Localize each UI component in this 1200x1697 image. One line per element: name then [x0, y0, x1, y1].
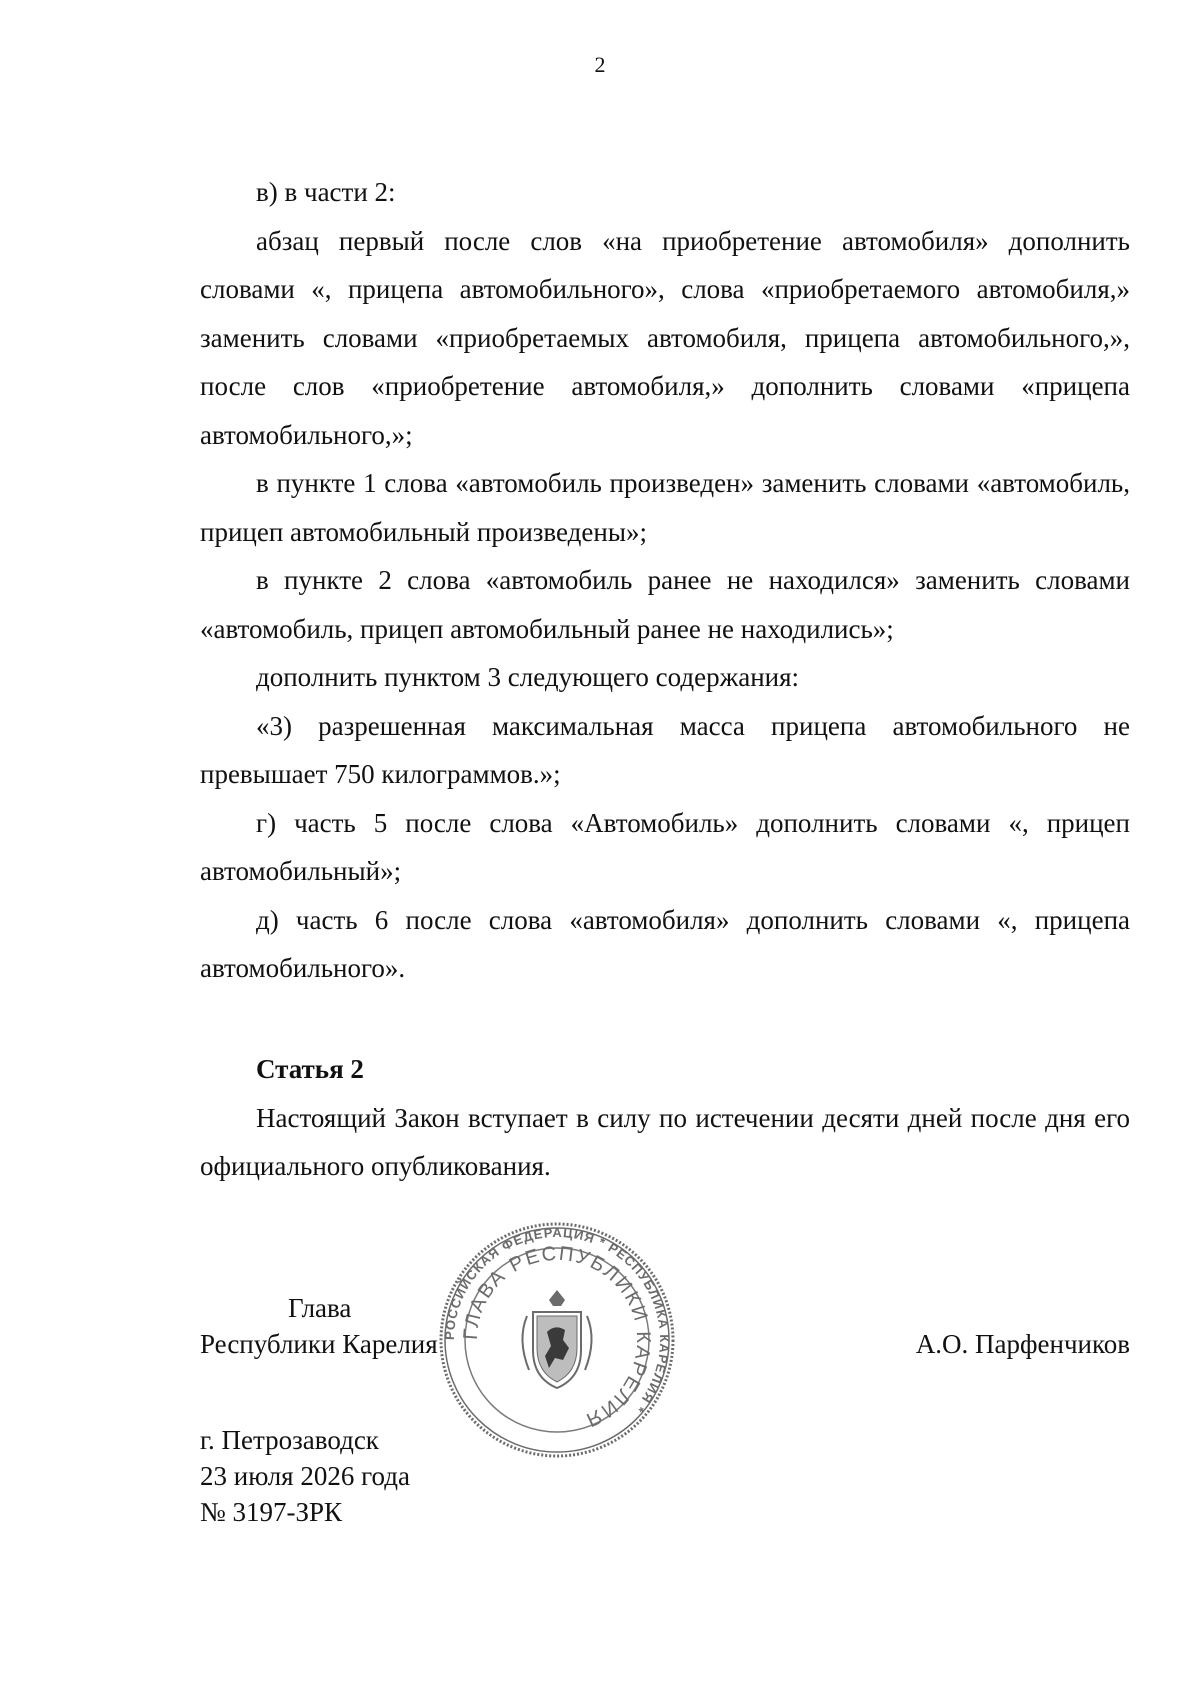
document-number: № 3197-ЗРК	[200, 1497, 343, 1527]
body-text	[200, 168, 1130, 993]
document-date: 23 июля 2026 года	[200, 1461, 410, 1491]
place-city: г. Петрозаводск	[200, 1425, 379, 1455]
paragraph: дополнить пунктом 3 следующего содержания:	[256, 662, 800, 692]
paragraph: в) в части 2:	[256, 177, 396, 207]
paragraph: в пункте 1 слова «автомобиль произведен» заменить словами «автомобиль, прицеп автомобильный произведены»;	[200, 468, 1130, 547]
article-text: Настоящий Закон вступает в силу по истечении десяти дней после дня его официального опубликования.	[200, 1102, 1130, 1181]
article-title: Статья 2	[256, 1054, 364, 1084]
page-number: 2	[594, 52, 606, 77]
paragraph: д) часть 6 после слова «автомобиля» дополнить словами «, прицепа автомобильного».	[200, 904, 1130, 983]
article-section	[200, 1045, 1130, 1191]
paragraph: абзац первый после слов «на приобретение автомобиля» дополнить словами «, прицепа автомобильного», слова «приобретаемого автомобиля,» заменить словами «приобретаемых автомобиля, прицепа автомобильного,», после слов «приобретение автомобиля,» дополнить словами «прицепа автомобильного,»;	[200, 225, 1130, 450]
place-date-block	[200, 1422, 410, 1530]
paragraph: в пункте 2 слова «автомобиль ранее не находился» заменить словами «автомобиль, прицеп автомобильный ранее не находились»;	[200, 565, 1130, 644]
paragraph: «3) разрешенная максимальная масса прицепа автомобильного не превышает 750 килограммов.»;	[200, 710, 1130, 789]
signatory-title-line1: Глава	[288, 1293, 352, 1323]
signatory-title-line2: Республики Карелия	[200, 1329, 438, 1359]
paragraph: г) часть 5 после слова «Автомобиль» дополнить словами «, прицеп автомобильный»;	[200, 807, 1130, 886]
signatory-title	[200, 1290, 438, 1362]
seal-inner-text: ГЛАВА РЕСПУБЛИКИ КАРЕЛИЯ	[459, 1242, 655, 1432]
seal-outer-text: РОССИЙСКАЯ ФЕДЕРАЦИЯ * РЕСПУБЛИКА КАРЕЛИЯ *	[441, 1224, 673, 1416]
coat-of-arms-icon	[522, 1290, 591, 1388]
signatory-name: А.О. Парфенчиков	[915, 1329, 1130, 1359]
official-seal-icon	[437, 1220, 677, 1460]
